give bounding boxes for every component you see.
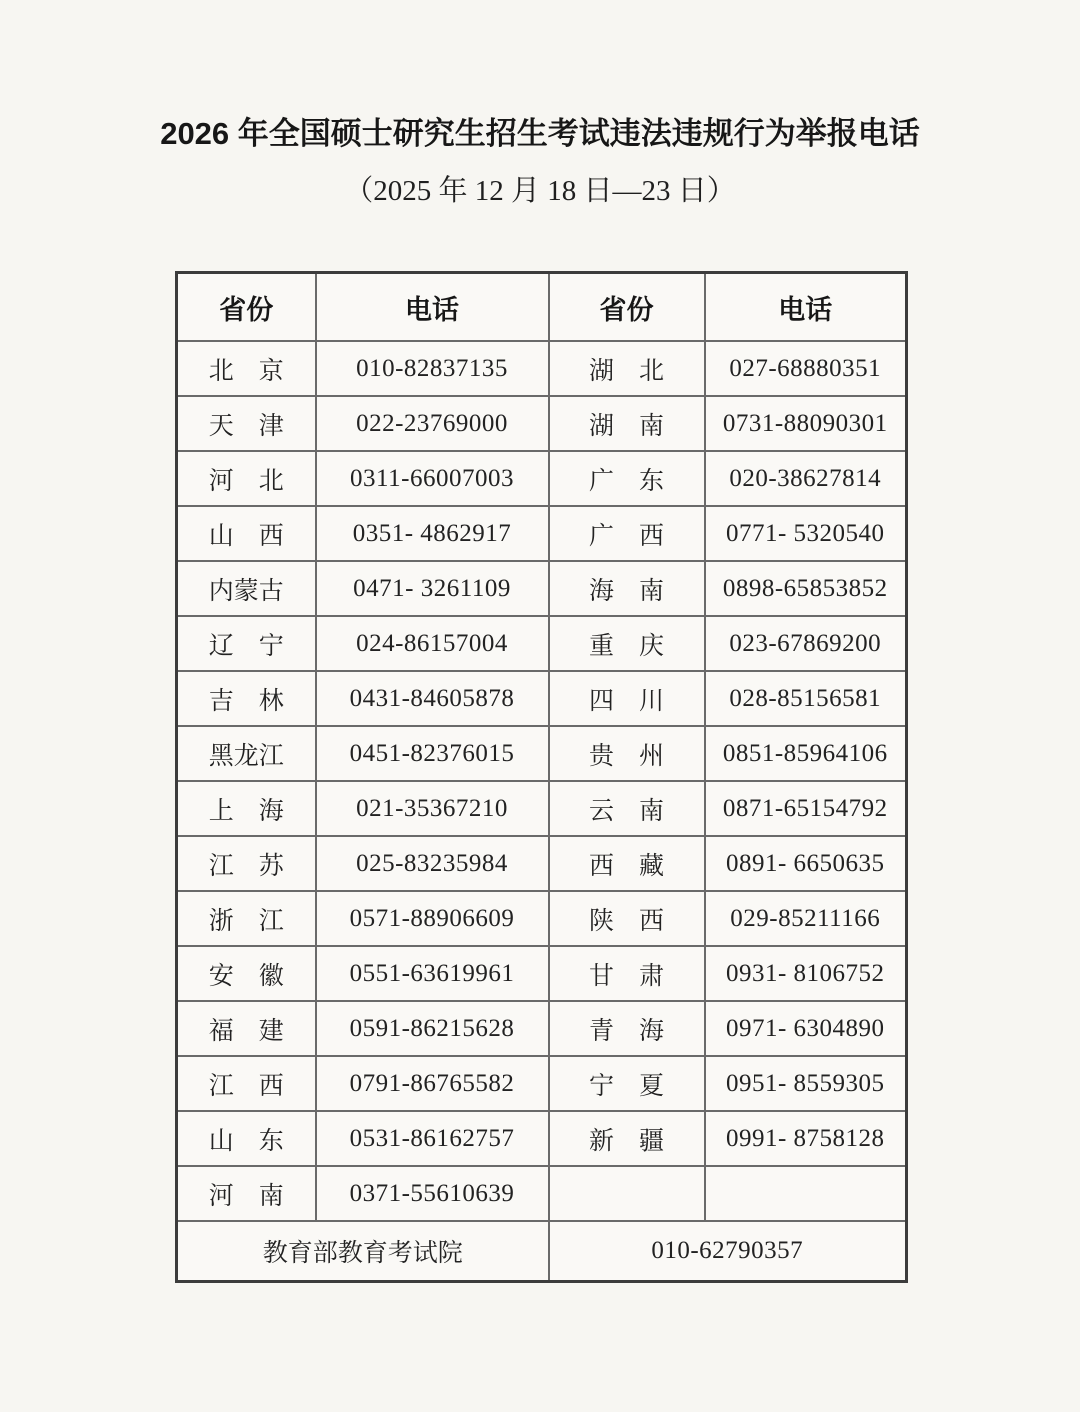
table-row <box>177 1111 907 1166</box>
page-title: 2026 年全国硕士研究生招生考试违法违规行为举报电话 <box>160 116 920 151</box>
province-cell: 西 藏 <box>549 836 705 891</box>
header-phone-1: 电话 <box>316 273 549 342</box>
phone-cell: 0471- 3261109 <box>316 561 549 616</box>
table-row <box>177 616 907 671</box>
province-cell: 黑龙江 <box>177 726 316 781</box>
table-row <box>177 726 907 781</box>
table-footer-row <box>177 1221 907 1282</box>
phone-cell: 0898-65853852 <box>705 561 907 616</box>
table-row <box>177 561 907 616</box>
phone-cell: 0351- 4862917 <box>316 506 549 561</box>
phone-cell: 029-85211166 <box>705 891 907 946</box>
phone-cell: 024-86157004 <box>316 616 549 671</box>
header-province-1: 省份 <box>177 273 316 342</box>
table-row <box>177 506 907 561</box>
province-cell: 广 东 <box>549 451 705 506</box>
phone-cell: 023-67869200 <box>705 616 907 671</box>
phone-cell <box>705 1166 907 1221</box>
phone-cell: 0431-84605878 <box>316 671 549 726</box>
province-cell: 江 西 <box>177 1056 316 1111</box>
table-row <box>177 836 907 891</box>
province-cell: 吉 林 <box>177 671 316 726</box>
phone-cell: 0891- 6650635 <box>705 836 907 891</box>
province-cell: 四 川 <box>549 671 705 726</box>
phone-cell: 0771- 5320540 <box>705 506 907 561</box>
phone-cell: 0851-85964106 <box>705 726 907 781</box>
phone-cell: 010-82837135 <box>316 341 549 396</box>
phone-cell: 0871-65154792 <box>705 781 907 836</box>
phone-cell: 0931- 8106752 <box>705 946 907 1001</box>
phone-cell: 0731-88090301 <box>705 396 907 451</box>
province-cell: 广 西 <box>549 506 705 561</box>
province-cell: 山 西 <box>177 506 316 561</box>
province-cell: 内蒙古 <box>177 561 316 616</box>
phone-cell: 0971- 6304890 <box>705 1001 907 1056</box>
province-cell: 湖 南 <box>549 396 705 451</box>
table-row <box>177 671 907 726</box>
table-header-row <box>177 273 907 342</box>
phone-cell: 0571-88906609 <box>316 891 549 946</box>
province-cell: 湖 北 <box>549 341 705 396</box>
table-row <box>177 341 907 396</box>
phone-cell: 0451-82376015 <box>316 726 549 781</box>
province-cell: 山 东 <box>177 1111 316 1166</box>
province-cell: 重 庆 <box>549 616 705 671</box>
table-row <box>177 451 907 506</box>
table-row <box>177 396 907 451</box>
province-cell: 新 疆 <box>549 1111 705 1166</box>
page-subtitle: （2025 年 12 月 18 日—23 日） <box>344 175 736 207</box>
table-row <box>177 1056 907 1111</box>
province-cell: 河 北 <box>177 451 316 506</box>
province-cell: 宁 夏 <box>549 1056 705 1111</box>
province-cell: 辽 宁 <box>177 616 316 671</box>
header-phone-2: 电话 <box>705 273 907 342</box>
phone-cell: 0591-86215628 <box>316 1001 549 1056</box>
phone-cell: 0531-86162757 <box>316 1111 549 1166</box>
phone-cell: 025-83235984 <box>316 836 549 891</box>
table-row <box>177 946 907 1001</box>
table-row <box>177 781 907 836</box>
province-cell: 浙 江 <box>177 891 316 946</box>
province-cell: 贵 州 <box>549 726 705 781</box>
phone-cell: 0551-63619961 <box>316 946 549 1001</box>
province-cell: 江 苏 <box>177 836 316 891</box>
province-cell: 北 京 <box>177 341 316 396</box>
table-row <box>177 891 907 946</box>
phone-cell: 0311-66007003 <box>316 451 549 506</box>
province-cell: 天 津 <box>177 396 316 451</box>
report-phone-table <box>175 271 908 1283</box>
phone-cell: 022-23769000 <box>316 396 549 451</box>
province-cell: 青 海 <box>549 1001 705 1056</box>
province-cell: 云 南 <box>549 781 705 836</box>
phone-cell: 0991- 8758128 <box>705 1111 907 1166</box>
province-cell: 河 南 <box>177 1166 316 1221</box>
province-cell: 上 海 <box>177 781 316 836</box>
province-cell: 福 建 <box>177 1001 316 1056</box>
phone-cell: 027-68880351 <box>705 341 907 396</box>
table-row <box>177 1001 907 1056</box>
province-cell: 安 徽 <box>177 946 316 1001</box>
province-cell: 海 南 <box>549 561 705 616</box>
province-cell: 陕 西 <box>549 891 705 946</box>
province-cell: 甘 肃 <box>549 946 705 1001</box>
table-row <box>177 1166 907 1221</box>
phone-cell: 020-38627814 <box>705 451 907 506</box>
footer-phone-cell: 010-62790357 <box>549 1221 907 1282</box>
phone-cell: 028-85156581 <box>705 671 907 726</box>
header-province-2: 省份 <box>549 273 705 342</box>
province-cell <box>549 1166 705 1221</box>
footer-org-cell: 教育部教育考试院 <box>177 1221 549 1282</box>
phone-cell: 021-35367210 <box>316 781 549 836</box>
phone-cell: 0951- 8559305 <box>705 1056 907 1111</box>
table-body <box>177 341 907 1221</box>
phone-cell: 0791-86765582 <box>316 1056 549 1111</box>
phone-cell: 0371-55610639 <box>316 1166 549 1221</box>
